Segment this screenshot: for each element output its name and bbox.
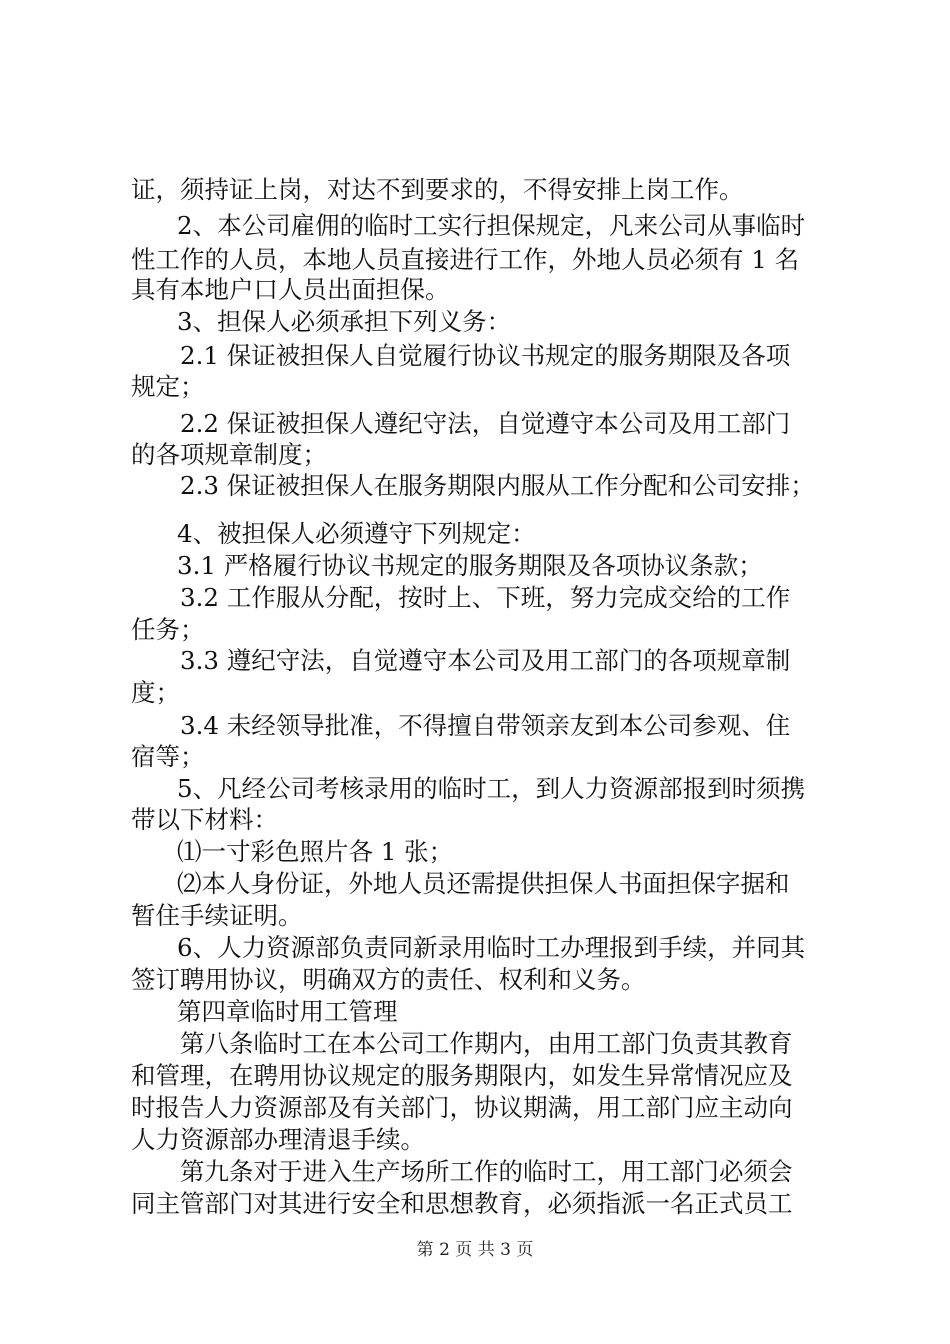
page-number-footer: 第 2 页 共 3 页	[416, 1240, 534, 1260]
text-line: 6、人力资源部负责同新录用临时工办理报到手续，并同其	[177, 933, 806, 962]
text-line: 3.2 工作服从分配，按时上、下班，努力完成交给的工作	[180, 583, 791, 612]
text-line: 3.1 严格履行协议书规定的服务期限及各项协议条款；	[177, 551, 763, 580]
text-line: 2.2 保证被担保人遵纪守法，自觉遵守本公司及用工部门	[180, 409, 791, 438]
text-line: 暂住手续证明。	[131, 901, 303, 930]
text-line: 证，须持证上岗，对达不到要求的，不得安排上岗工作。	[131, 175, 744, 204]
text-line: 第九条对于进入生产场所工作的临时工，用工部门必须会	[180, 1157, 793, 1186]
text-line: 宿等；	[131, 742, 205, 771]
text-line: 2、本公司雇佣的临时工实行担保规定，凡来公司从事临时	[177, 211, 806, 240]
text-line: 3.3 遵纪守法，自觉遵守本公司及用工部门的各项规章制	[180, 646, 791, 675]
text-line: ⑵本人身份证，外地人员还需提供担保人书面担保字据和	[177, 869, 790, 898]
text-line: 第八条临时工在本公司工作期内，由用工部门负责其教育	[180, 1029, 793, 1058]
text-line: 人力资源部办理清退手续。	[131, 1125, 425, 1154]
text-line: 具有本地户口人员出面担保。	[131, 275, 450, 304]
text-line: 2.3 保证被担保人在服务期限内服从工作分配和公司安排；	[180, 471, 815, 500]
text-line: 4、被担保人必须遵守下列规定：	[177, 519, 536, 548]
text-line: 的各项规章制度；	[131, 440, 327, 469]
chapter-heading: 第四章临时用工管理	[177, 997, 398, 1026]
text-line: 签订聘用协议，明确双方的责任、权利和义务。	[131, 965, 646, 994]
text-line: 3.4 未经领导批准，不得擅自带领亲友到本公司参观、住	[180, 711, 791, 740]
text-line: 规定；	[131, 372, 205, 401]
text-line: 5、凡经公司考核录用的临时工，到人力资源部报到时须携	[177, 774, 806, 803]
text-line: 同主管部门对其进行安全和思想教育，必须指派一名正式员工	[131, 1189, 793, 1218]
text-line: 时报告人力资源部及有关部门，协议期满，用工部门应主动向	[131, 1093, 793, 1122]
text-line: 3、担保人必须承担下列义务：	[177, 307, 512, 336]
text-line: ⑴一寸彩色照片各 1 张；	[177, 837, 454, 866]
text-line: 2.1 保证被担保人自觉履行协议书规定的服务期限及各项	[180, 341, 791, 370]
text-line: 性工作的人员，本地人员直接进行工作，外地人员必须有 1 名	[131, 245, 800, 274]
text-line: 和管理，在聘用协议规定的服务期限内，如发生异常情况应及	[131, 1061, 793, 1090]
text-line: 带以下材料：	[131, 805, 278, 834]
text-line: 任务；	[131, 615, 205, 644]
text-line: 度；	[131, 678, 180, 707]
